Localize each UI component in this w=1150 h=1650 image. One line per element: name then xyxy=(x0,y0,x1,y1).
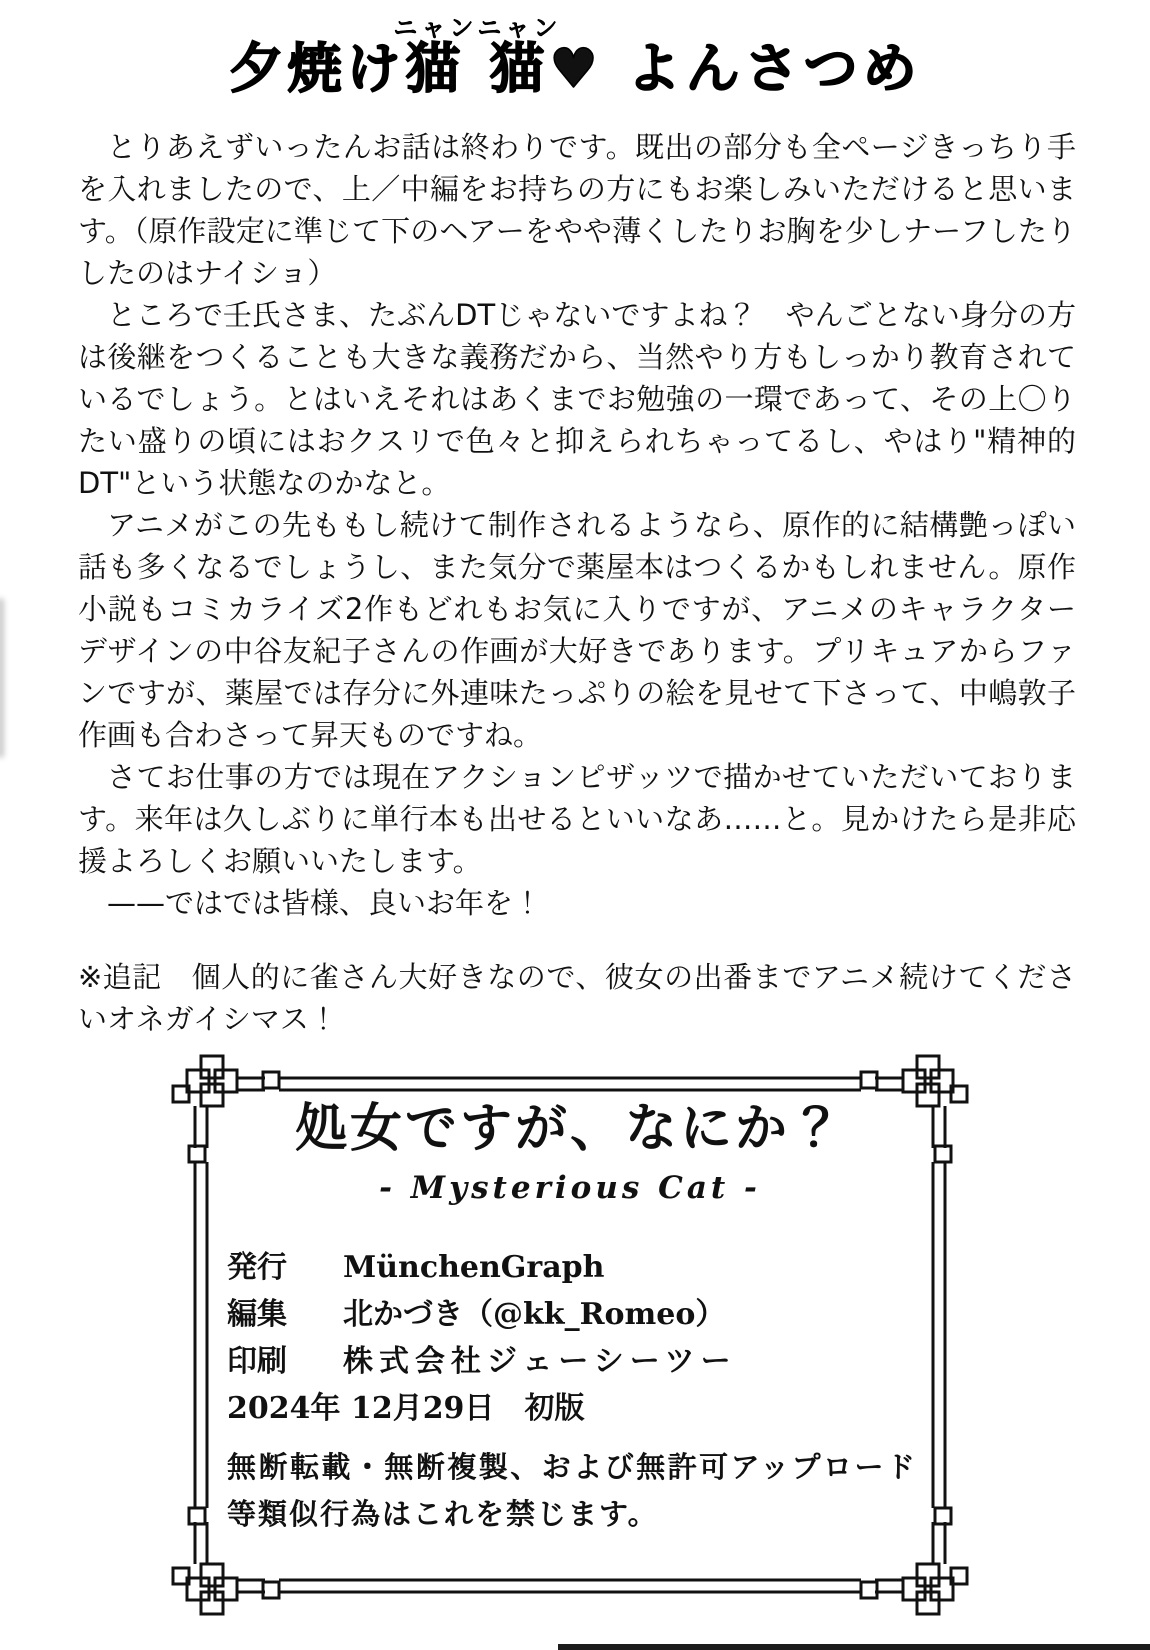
signoff-line: ——ではでは皆様、良いお年を！ xyxy=(107,886,543,921)
credit-row-publisher xyxy=(227,1244,737,1291)
edition-line: 2024年 12月29日 初版 xyxy=(227,1391,585,1426)
book-title: 処女ですが、なにか？ xyxy=(294,1098,845,1159)
credit-row-editor xyxy=(227,1291,737,1338)
credit-value: MünchenGraph xyxy=(343,1250,605,1285)
book-subtitle: - Mysterious Cat - xyxy=(379,1170,761,1206)
credit-row-printer xyxy=(227,1338,737,1385)
credit-label: 印刷 xyxy=(227,1344,287,1379)
title-prefix: 夕焼け xyxy=(228,37,406,100)
page-header xyxy=(0,0,1150,100)
title-ruby xyxy=(393,14,562,100)
postscript-note: ※追記 個人的に雀さん大好きなので、彼女の出番までアニメ続けてくださいオネガイシマス！ xyxy=(78,960,1076,1037)
scan-edge-artifact xyxy=(558,1644,1150,1650)
afterword-body xyxy=(78,126,1076,1040)
paragraph: ところで壬氏さま、たぶんDTじゃないですよね？ やんごとない身分の方は後継をつくることも大きな義務だから、当然やり方もしっかり教育されているでしょう。とはいえそれはあくまでお勉強の一環であって、その上〇りたい盛りの頃にはおクスリで色々と抑えられちゃってるし、やはり"精神的DT"という状態なのかなと。 xyxy=(78,298,1076,501)
paragraph: アニメがこの先ももし続けて制作されるようなら、原作的に結構艶っぽい話も多くなるでしょうし、また気分で薬屋本はつくるかもしれません。原作小説もコミカライズ2作もどれもお気に入りですが、アニメのキャラクターデザインの中谷友紀子さんの作画が大好きであります。プリキュアからファンですが、薬屋では存分に外連味たっぷりの絵を見せて下さって、中嶋敦子作画も合わさって昇天ものですね。 xyxy=(78,508,1076,753)
credit-label: 発行 xyxy=(227,1250,287,1285)
title-furigana: ニャンニャン xyxy=(393,14,562,42)
publication-credits xyxy=(227,1244,737,1432)
copyright-notice: 無断転載・無断複製、および無許可アップロード等類似行為はこれを禁じます。 xyxy=(227,1450,917,1531)
paragraph: とりあえずいったんお話は終わりです。既出の部分も全ページきっちり手を入れましたので、上／中編をお持ちの方にもお楽しみいただけると思います。（原作設定に準じて下のヘアーをやや薄くしたりお胸を少しナーフしたりしたのはナイショ） xyxy=(78,130,1076,291)
credit-value: 北かづき（@kk_Romeo） xyxy=(343,1297,726,1332)
colophon-box xyxy=(165,1048,975,1622)
page-title xyxy=(228,14,921,100)
paragraph: さてお仕事の方では現在アクションピザッツで描かせていただいております。来年は久しぶりに単行本も出せるといいなあ……と。見かけたら是非応援よろしくお願いいたします。 xyxy=(78,760,1076,879)
title-ruby-base: 猫猫 xyxy=(393,37,562,100)
title-suffix: ♥ よんさつめ xyxy=(549,37,922,100)
credit-label: 編集 xyxy=(227,1297,287,1332)
scan-smudge xyxy=(0,598,4,758)
credit-value: 株式会社ジェーシーツー xyxy=(343,1344,737,1379)
